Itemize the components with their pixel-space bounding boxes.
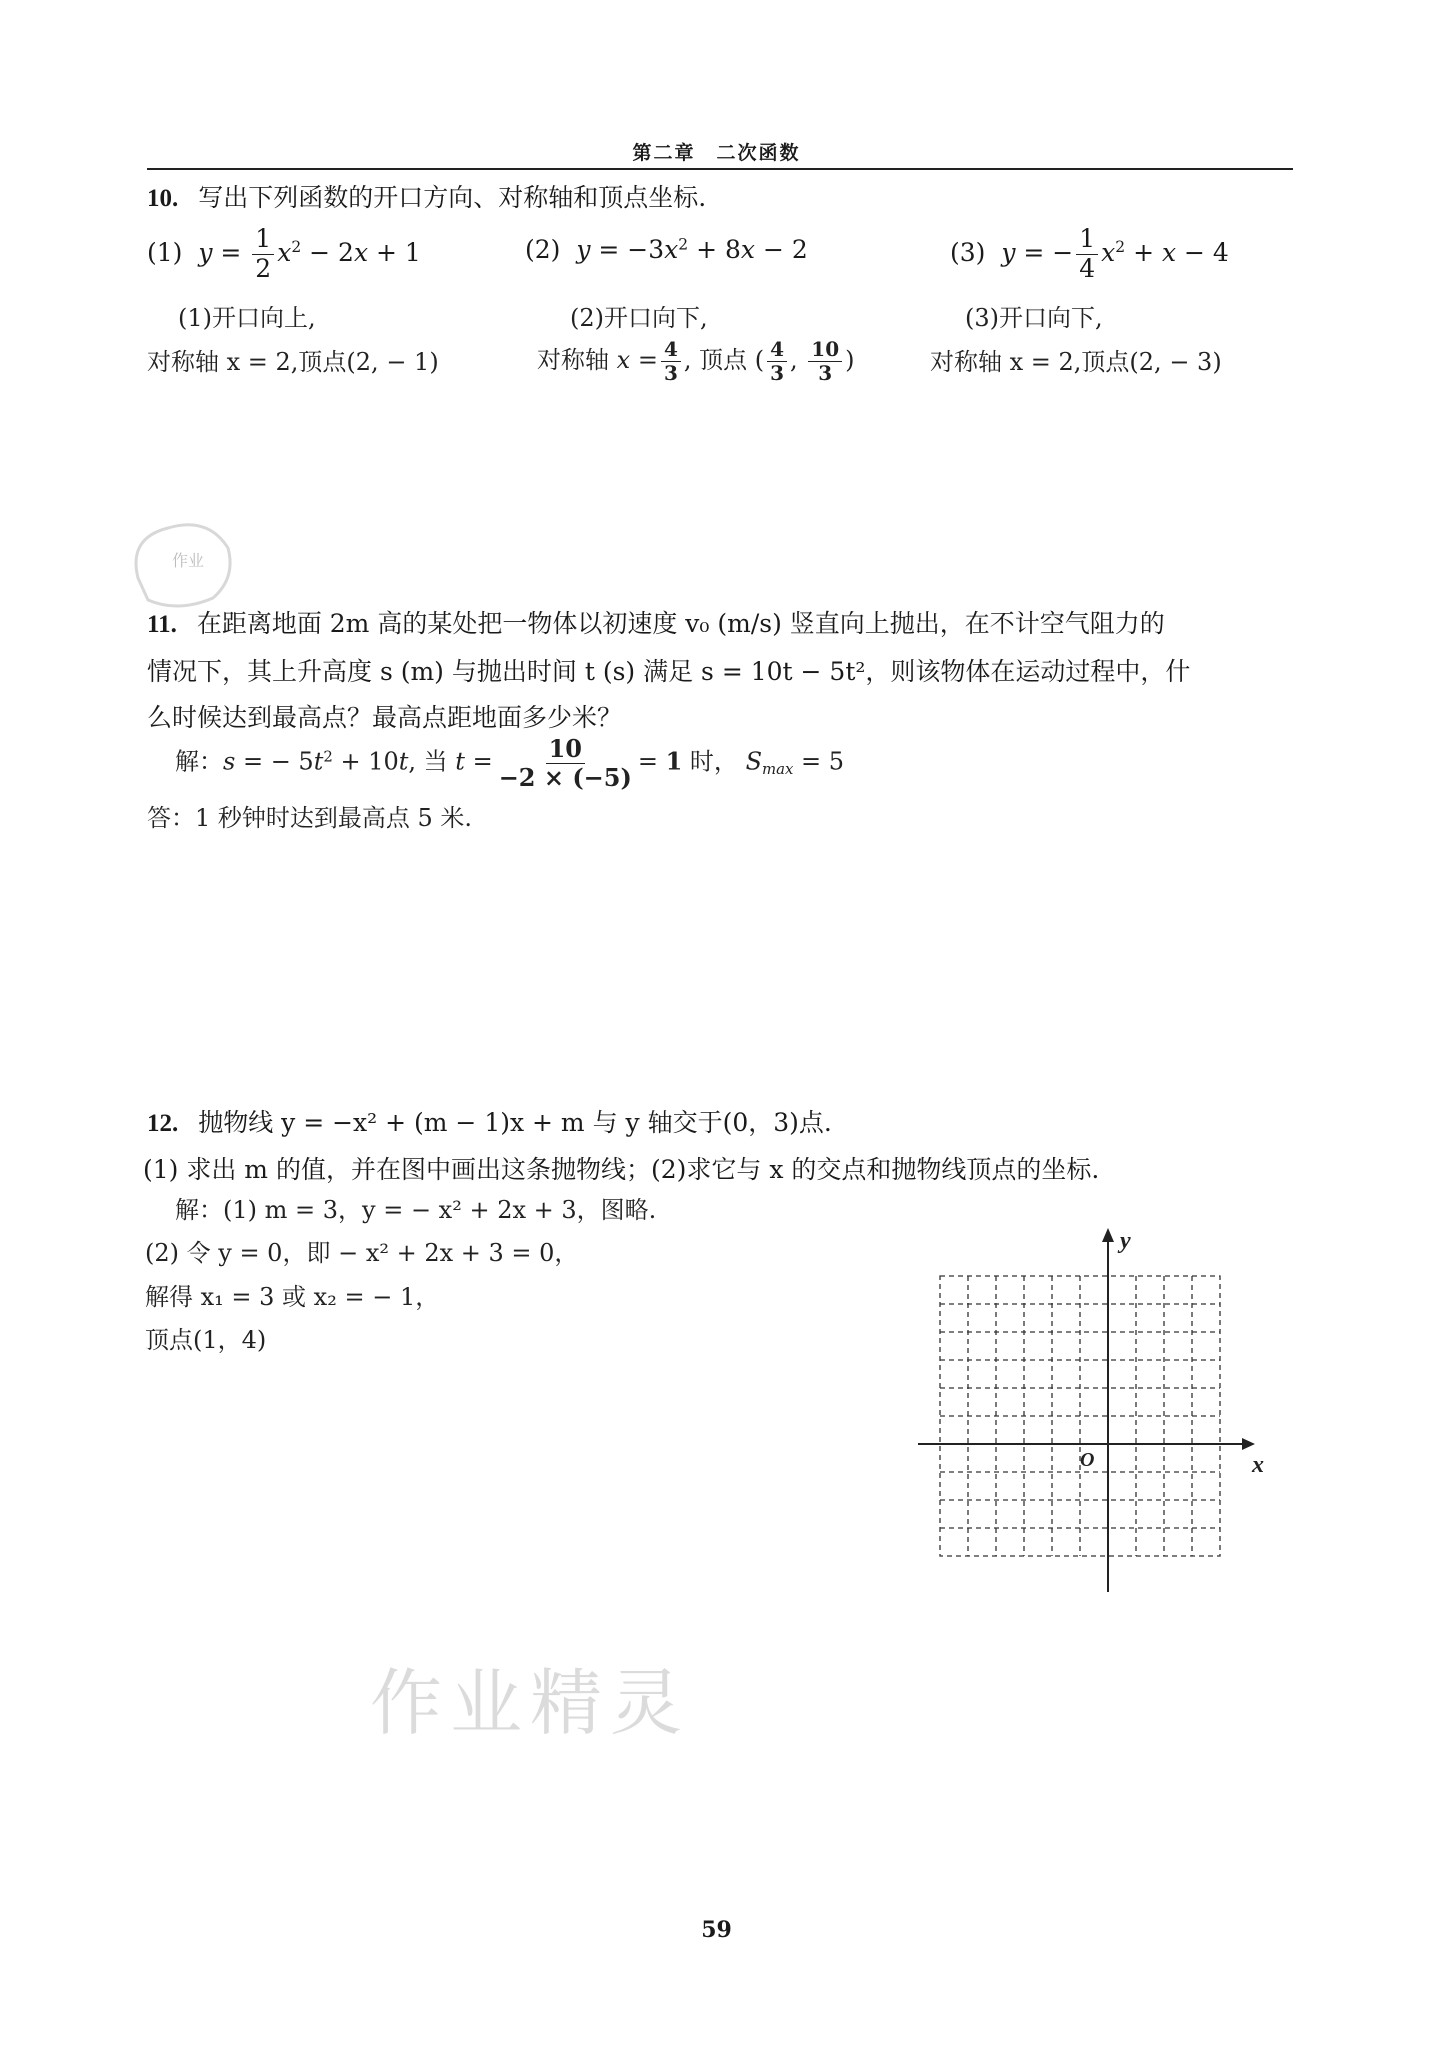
q10-part2-label: (2) xyxy=(525,235,561,264)
q10-ans1-line1: (1)开口向上, xyxy=(178,304,316,332)
q10-ans2-line1: (2)开口向下, xyxy=(570,304,708,332)
q11-line2: 情况下，其上升高度 s (m) 与抛出时间 t (s) 满足 s = 10t − 5t²，则该物体在运动过程中，什 xyxy=(147,657,1191,686)
q11-line1 xyxy=(147,604,1165,640)
coordinate-grid xyxy=(910,1220,1270,1604)
y-axis-arrow xyxy=(1102,1228,1114,1242)
q12-line1 xyxy=(147,1103,832,1139)
q11-number: 11. xyxy=(147,611,177,638)
q10-part3-label: (3) xyxy=(950,237,986,267)
q10-ans3-line2: 对称轴 x = 2,顶点(2, − 3) xyxy=(930,348,1222,376)
page-number: 59 xyxy=(701,1917,732,1943)
header-rule xyxy=(147,168,1293,170)
stamp-watermark-text: 作业 xyxy=(171,551,205,570)
q10-part2: (2) $y = -3x^2 + 8x - 2$ xyxy=(525,235,808,264)
q10-part1-label: (1) xyxy=(147,237,183,267)
q12-sol1: 解：(1) m = 3，y = − x² + 2x + 3，图略. xyxy=(175,1196,657,1224)
x-axis-arrow xyxy=(1242,1438,1255,1450)
q10-ans1-line2: 对称轴 x = 2,顶点(2, − 1) xyxy=(147,348,439,376)
q12-sol2: (2) 令 y = 0，即 − x² + 2x + 3 = 0， xyxy=(145,1239,579,1267)
q10-text: 写出下列函数的开口方向、对称轴和顶点坐标. xyxy=(198,183,707,212)
q10-ans3-line1: (3)开口向下, xyxy=(965,304,1103,332)
origin-label: O xyxy=(1080,1449,1095,1471)
grid-lines xyxy=(940,1276,1220,1556)
q10-part1: (1) y = $\frac{1}{2}$ $x^2 - 2x + 1$ xyxy=(147,224,421,283)
q11-line1-text: 在距离地面 2m 高的某处把一物体以初速度 v₀ (m/s) 竖直向上抛出，在不计空气阻力的 xyxy=(196,609,1165,638)
q11-line3: 么时候达到最高点？最高点距地面多少米？ xyxy=(147,703,623,732)
q11-answer: 答：1 秒钟时达到最高点 5 米. xyxy=(147,804,473,832)
q12-number: 12. xyxy=(147,1110,179,1137)
q12-line1-text: 抛物线 y = −x² + (m − 1)x + m 与 y 轴交于(0，3)点. xyxy=(198,1108,832,1137)
q10-part3-fraction: $\frac{1}{4}$ xyxy=(1076,225,1098,284)
y-axis-label: y xyxy=(1120,1228,1131,1254)
chapter-header: 第二章 二次函数 xyxy=(632,142,801,164)
q12-line2: (1) 求出 m 的值，并在图中画出这条抛物线；(2)求它与 x 的交点和抛物线顶点的坐标. xyxy=(143,1155,1100,1184)
q12-sol4: 顶点(1，4) xyxy=(145,1326,267,1354)
q12-sol3: 解得 x₁ = 3 或 x₂ = − 1， xyxy=(145,1283,440,1311)
q10-part1-fraction: $\frac{1}{2}$ xyxy=(252,225,274,284)
q10-part3: (3) y = − $\frac{1}{4}$ $x^2 + x - 4$ xyxy=(950,224,1229,283)
x-axis-label: x xyxy=(1252,1452,1264,1478)
q11-solution: 解：s = − $5t^2 + 10t$, 当 t = $\frac{10}{-2 \times (-5)}$ = 1 时， $S_{max} = 5$ xyxy=(175,734,845,792)
bottom-watermark: 作业精灵 xyxy=(370,1661,691,1745)
q10-number: 10. xyxy=(147,185,179,212)
q10-ans2-line2: 对称轴 x = $\frac{4}{3}$ , 顶点 ( $\frac{4}{3}$ , $\frac{10}{3}$ ) xyxy=(537,337,855,385)
q10-prompt xyxy=(147,178,706,214)
